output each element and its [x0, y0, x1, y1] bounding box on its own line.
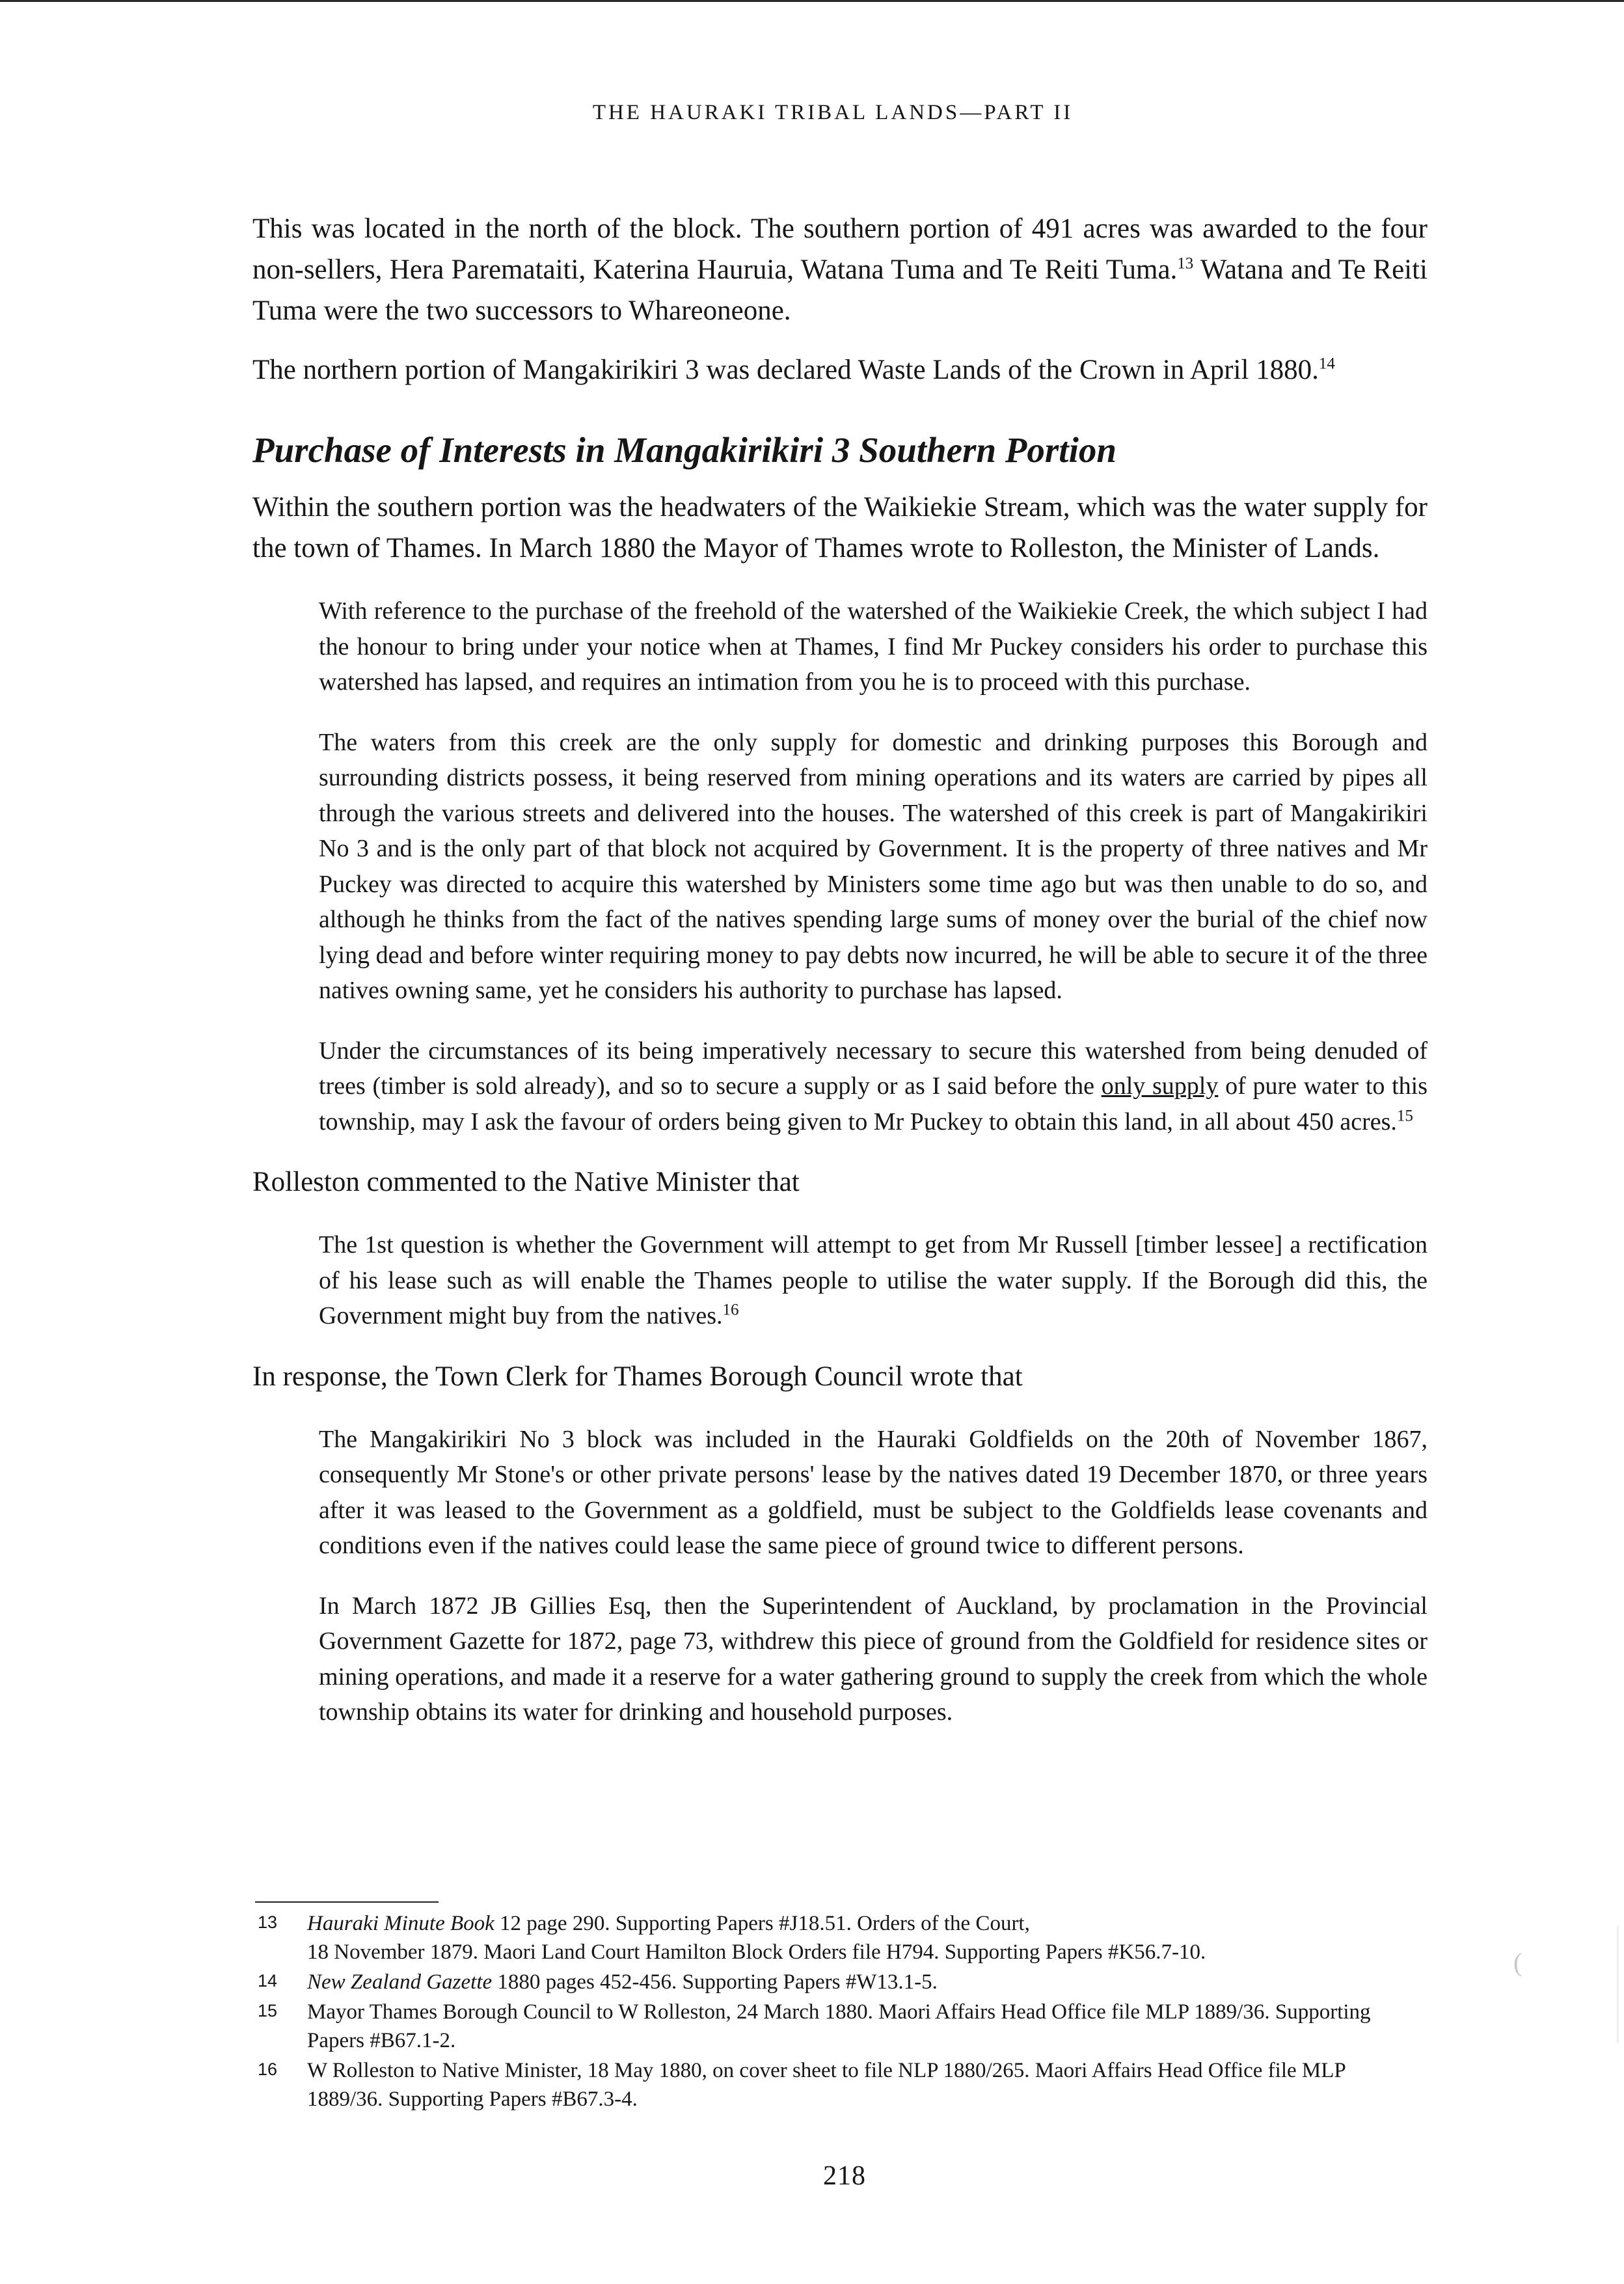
footnote-source-title: Hauraki Minute Book: [307, 1912, 494, 1935]
footnote-14: [252, 1968, 1417, 1996]
footnote-number: 13: [258, 1912, 278, 1932]
block-quote-4: [319, 1227, 1428, 1334]
footnote-13: [252, 1909, 1417, 1966]
footnote-ref-16: 16: [722, 1301, 739, 1319]
footnote-number: 15: [258, 2001, 278, 2020]
scan-top-border: [0, 0, 1624, 2]
block-quote-6: In March 1872 JB Gillies Esq, then the Superintendent of Auckland, by proclamation in the Provincial Government Gazette for 1872, page 73, withdrew this piece of ground from the Goldfield for residence sites or mining operations, and made it a reserve for a water gathering ground to supply the creek from which the whole township obtains its water for drinking and household purposes.: [319, 1592, 1428, 1726]
body-text: [252, 208, 1428, 1743]
footnote-ref-14: 14: [1318, 355, 1335, 373]
paragraph-5: In response, the Town Clerk for Thames Borough Council wrote that: [252, 1361, 1023, 1392]
paragraph-4: Rolleston commented to the Native Minister that: [252, 1167, 800, 1197]
section-heading: Purchase of Interests in Mangakirikiri 3 Southern Portion: [252, 430, 1116, 470]
paragraph-1-text: This was located in the north of the block. The southern portion of 491 acres was awarded to the four non-sellers, Hera Paremataiti, Katerina Hauruia, Watana Tuma and Te Reiti Tuma.: [252, 213, 1428, 285]
footnote-15: [252, 1998, 1417, 2055]
scan-edge-mark: [1617, 1926, 1619, 2043]
footnote-16: [252, 2056, 1417, 2114]
footnotes: [252, 1909, 1417, 2115]
paragraph-3: Within the southern portion was the headwaters of the Waikiekie Stream, which was the water supply for the town of Thames. In March 1880 the Mayor of Thames wrote to Rolleston, the Minister of Lands.: [252, 492, 1428, 564]
footnote-text: Mayor Thames Borough Council to W Rolleston, 24 March 1880. Maori Affairs Head Office file MLP 1889/36. Supporting Papers #B67.1-2.: [307, 2000, 1371, 2052]
footnote-ref-15: 15: [1396, 1106, 1413, 1124]
footnote-text: 1880 pages 452-456. Supporting Papers #W13.1-5.: [492, 1970, 938, 1994]
block-quote-5: The Mangakirikiri No 3 block was included in the Hauraki Goldfields on the 20th of November 1867, consequently Mr Stone's or other private persons' lease by the natives dated 19 December 1870, or three years after it was leased to the Government as a goldfield, must be subject to the Goldfields lease covenants and conditions even if the natives could lease the same piece of ground twice to different persons.: [319, 1425, 1428, 1559]
paragraph-1: [252, 208, 1428, 331]
footnote-ref-13: 13: [1177, 254, 1194, 273]
running-head: THE HAURAKI TRIBAL LANDS—PART II: [592, 101, 1074, 124]
block-quote-3: [319, 1033, 1428, 1140]
block-quote-3-tail: of pure water to this township, may I ask the favour of orders being given to Mr Puckey to obtain this land, in all about 450 acres.: [319, 1072, 1428, 1135]
footnote-text-continued: 18 November 1879. Maori Land Court Hamilton Block Orders file H794. Supporting Papers #K56.7-10.: [307, 1940, 1206, 1964]
footnote-number: 16: [258, 2060, 278, 2079]
paragraph-1-tail: Watana and Te Reiti Tuma were the two successors to Whareoneone.: [252, 254, 1428, 326]
paragraph-2: [252, 349, 1428, 390]
underlined-emphasis: only supply: [1101, 1072, 1219, 1100]
footnote-divider: [255, 1901, 439, 1903]
footnote-text: 12 page 290. Supporting Papers #J18.51. Orders of the Court,: [494, 1912, 1030, 1935]
footnote-source-title: New Zealand Gazette: [307, 1970, 493, 1994]
footnote-number: 14: [258, 1971, 278, 1991]
paragraph-2-text: The northern portion of Mangakirikiri 3 was declared Waste Lands of the Crown in April 1880.: [252, 355, 1319, 385]
block-quote-3-text: Under the circumstances of its being imperatively necessary to secure this watershed from being denuded of trees (timber is sold already), and so to secure a supply or as I said before the: [319, 1037, 1428, 1100]
block-quote-4-text: The 1st question is whether the Government will attempt to get from Mr Russell [timber lessee] a rectification of his lease such as will enable the Thames people to utilise the water supply. If the Borough did this, the Government might buy from the natives.: [319, 1231, 1428, 1329]
footnote-text: W Rolleston to Native Minister, 18 May 1880, on cover sheet to file NLP 1880/265. Maori Affairs Head Office file MLP 1889/36. Supporting Papers #B67.3-4.: [307, 2059, 1346, 2111]
page-number: 218: [823, 2161, 866, 2191]
block-quote-2: The waters from this creek are the only supply for domestic and drinking purposes this Borough and surrounding districts possess, it being reserved from mining operations and its waters are carried by pipes all through the various streets and delivered into the houses. The watershed of this creek is part of Mangakirikiri No 3 and is the only part of that block not acquired by Government. It is the property of three natives and Mr Puckey was directed to acquire this watershed by Ministers some time ago but was then unable to do so, and although he thinks from the fact of the natives spending large sums of money over the burial of the chief now lying dead and before winter requiring money to pay debts now incurred, he will be able to secure it of the three natives owning same, yet he considers his authority to purchase has lapsed.: [319, 728, 1428, 1004]
margin-bracket-mark: (: [1513, 1948, 1522, 1977]
block-quote-1: With reference to the purchase of the freehold of the watershed of the Waikiekie Creek, the which subject I had the honour to bring under your notice when at Thames, I find Mr Puckey considers his order to purchase this watershed has lapsed, and requires an intimation from you he is to proceed with this purchase.: [319, 597, 1428, 696]
